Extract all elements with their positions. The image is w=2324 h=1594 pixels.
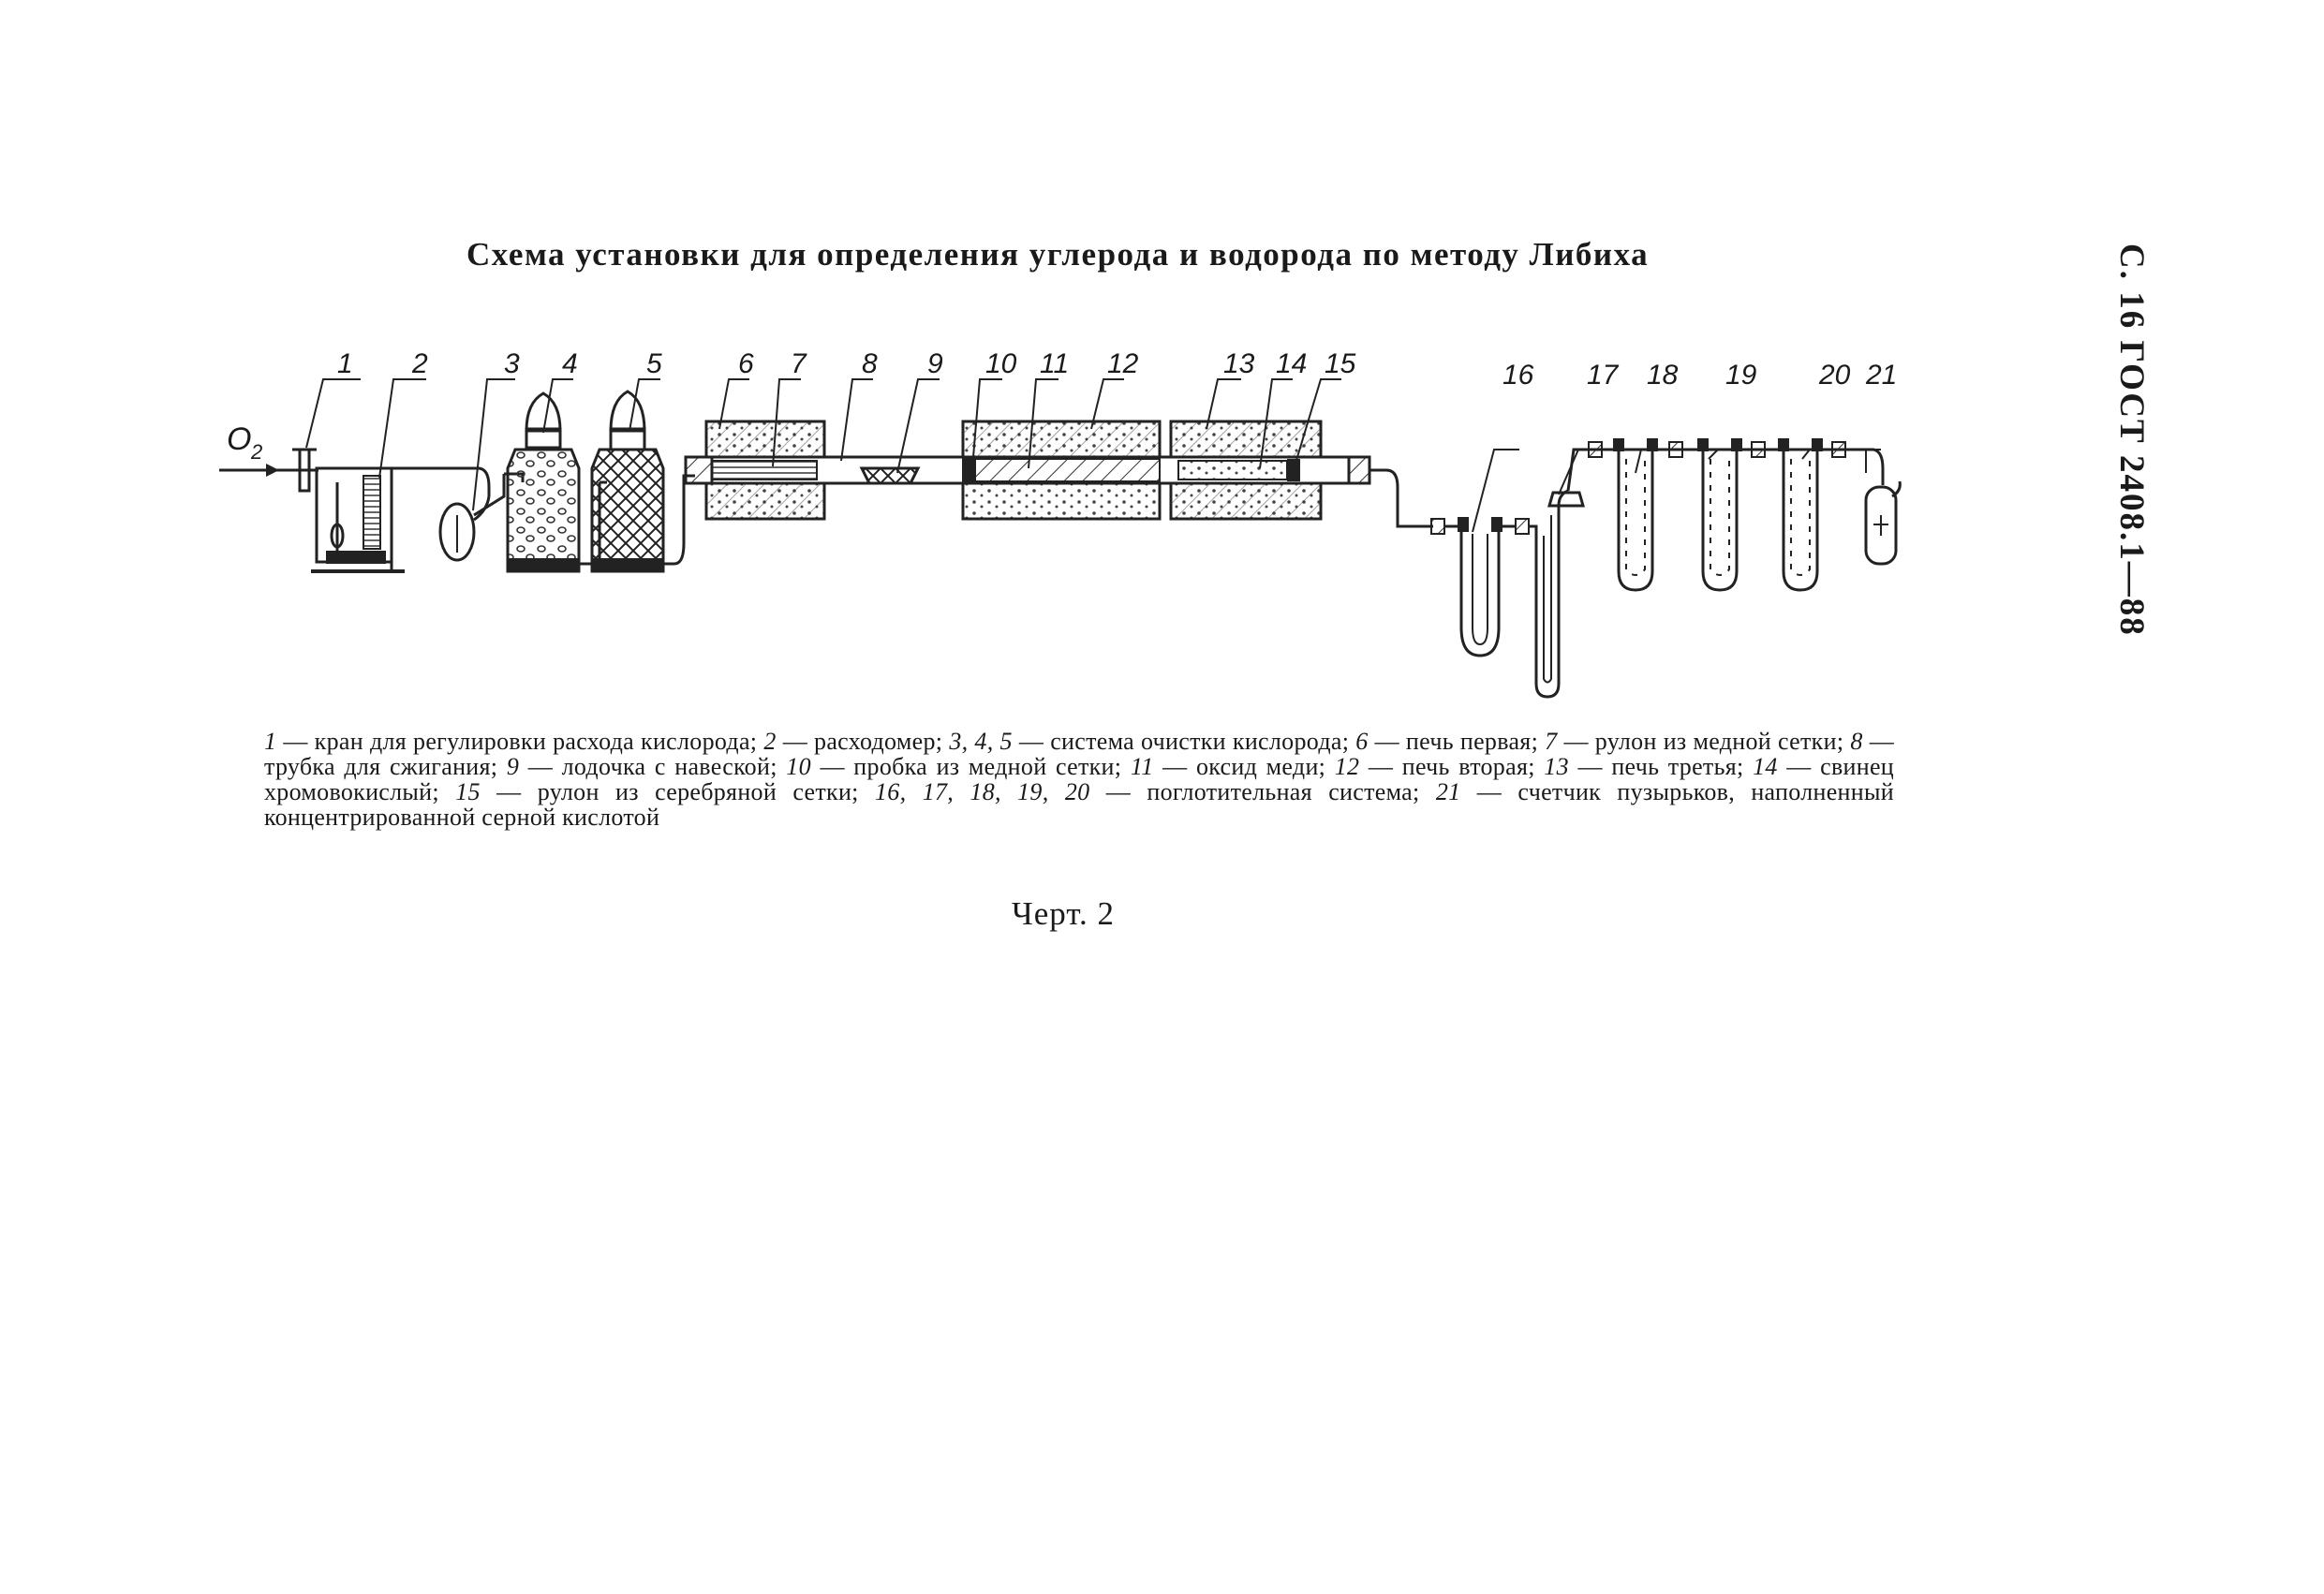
callout-10: 10 (985, 348, 1017, 379)
oxygen-inlet (219, 421, 279, 477)
legend-text: — печь третья; (1577, 753, 1744, 780)
callout-19: 19 (1725, 360, 1757, 391)
legend-text: — система очистки кислорода; (1018, 728, 1350, 755)
legend-number: 15 (455, 778, 481, 805)
callout-numbers (337, 348, 1897, 391)
legend-number: 7 (1545, 728, 1558, 755)
callout-8: 8 (862, 348, 878, 379)
callout-13: 13 (1223, 348, 1255, 379)
legend-text: — оксид меди; (1162, 753, 1326, 780)
side-header: С. 16 ГОСТ 2408.1—88 (2112, 244, 2151, 637)
callout-17: 17 (1587, 360, 1619, 391)
legend-text: — поглотительная система; (1105, 778, 1420, 805)
legend-text: — печь первая; (1374, 728, 1539, 755)
absorber-17 (1529, 450, 1591, 697)
legend-text: — расходомер; (782, 728, 943, 755)
figure-label: Черт. 2 (1012, 895, 1115, 932)
callout-11: 11 (1040, 348, 1070, 379)
legend-text: — счетчик пузырьков, наполненный концентрированной серной кислотой (264, 778, 1894, 831)
legend-number: 16, 17, 18, 19, 20 (875, 778, 1090, 805)
figure-legend (264, 729, 1894, 830)
legend-text: — свинец хромовокислый; (264, 753, 1895, 805)
callout-7: 7 (791, 348, 807, 379)
legend-text: — пробка из медной сетки; (820, 753, 1122, 780)
purifier-tower-5 (592, 391, 695, 571)
legend-number: 8 (1850, 728, 1863, 755)
callout-14: 14 (1276, 348, 1308, 379)
legend-number: 6 (1355, 728, 1369, 755)
page-title: Схема установки для определения углерода и водорода по методу Либиха (466, 236, 1650, 273)
callout-2: 2 (412, 348, 428, 379)
inlet-subscript: 2 (251, 440, 263, 464)
legend-number: 11 (1130, 753, 1154, 780)
callout-5: 5 (646, 348, 662, 379)
callout-20: 20 (1819, 360, 1851, 391)
legend-number: 1 (264, 728, 277, 755)
legend-text: — кран для регулировки расхода кислорода; (283, 728, 758, 755)
furnace-2 (963, 421, 1160, 519)
furnace-3 (1171, 421, 1321, 519)
callout-3: 3 (504, 348, 520, 379)
legend-number: 21 (1435, 778, 1461, 805)
legend-number: 2 (763, 728, 777, 755)
callout-18: 18 (1647, 360, 1679, 391)
furnace-1 (706, 421, 824, 519)
oxygen-valve (279, 450, 318, 491)
legend-number: 3, 4, 5 (949, 728, 1013, 755)
apparatus-diagram (206, 318, 1911, 721)
legend-text: — печь вторая; (1368, 753, 1535, 780)
legend-number: 10 (786, 753, 811, 780)
legend-number: 14 (1753, 753, 1778, 780)
callout-9: 9 (927, 348, 943, 379)
legend-text: — трубка для сжигания; (264, 728, 1895, 780)
legend-text: — рулон из серебряной сетки; (496, 778, 859, 805)
callout-1: 1 (337, 348, 353, 379)
inlet-label: O (227, 421, 252, 457)
flowmeter (311, 468, 478, 571)
legend-number: 13 (1544, 753, 1569, 780)
purifier-tower-4 (504, 393, 600, 571)
bubble-counter (1855, 450, 1900, 564)
legend-text: — рулон из медной сетки; (1563, 728, 1844, 755)
callout-15: 15 (1325, 348, 1356, 379)
legend-number: 9 (506, 753, 520, 780)
legend-text: — лодочка с навеской; (527, 753, 777, 780)
callout-16: 16 (1502, 360, 1534, 391)
callout-21: 21 (1866, 360, 1898, 391)
legend-number: 12 (1334, 753, 1360, 780)
absorber-16 (1431, 517, 1529, 656)
callout-12: 12 (1107, 348, 1139, 379)
absorber-tubes (1589, 438, 1855, 590)
purifier-bulb (440, 468, 504, 560)
sample-boat (862, 468, 918, 483)
callout-4: 4 (562, 348, 578, 379)
callout-6: 6 (738, 348, 754, 379)
